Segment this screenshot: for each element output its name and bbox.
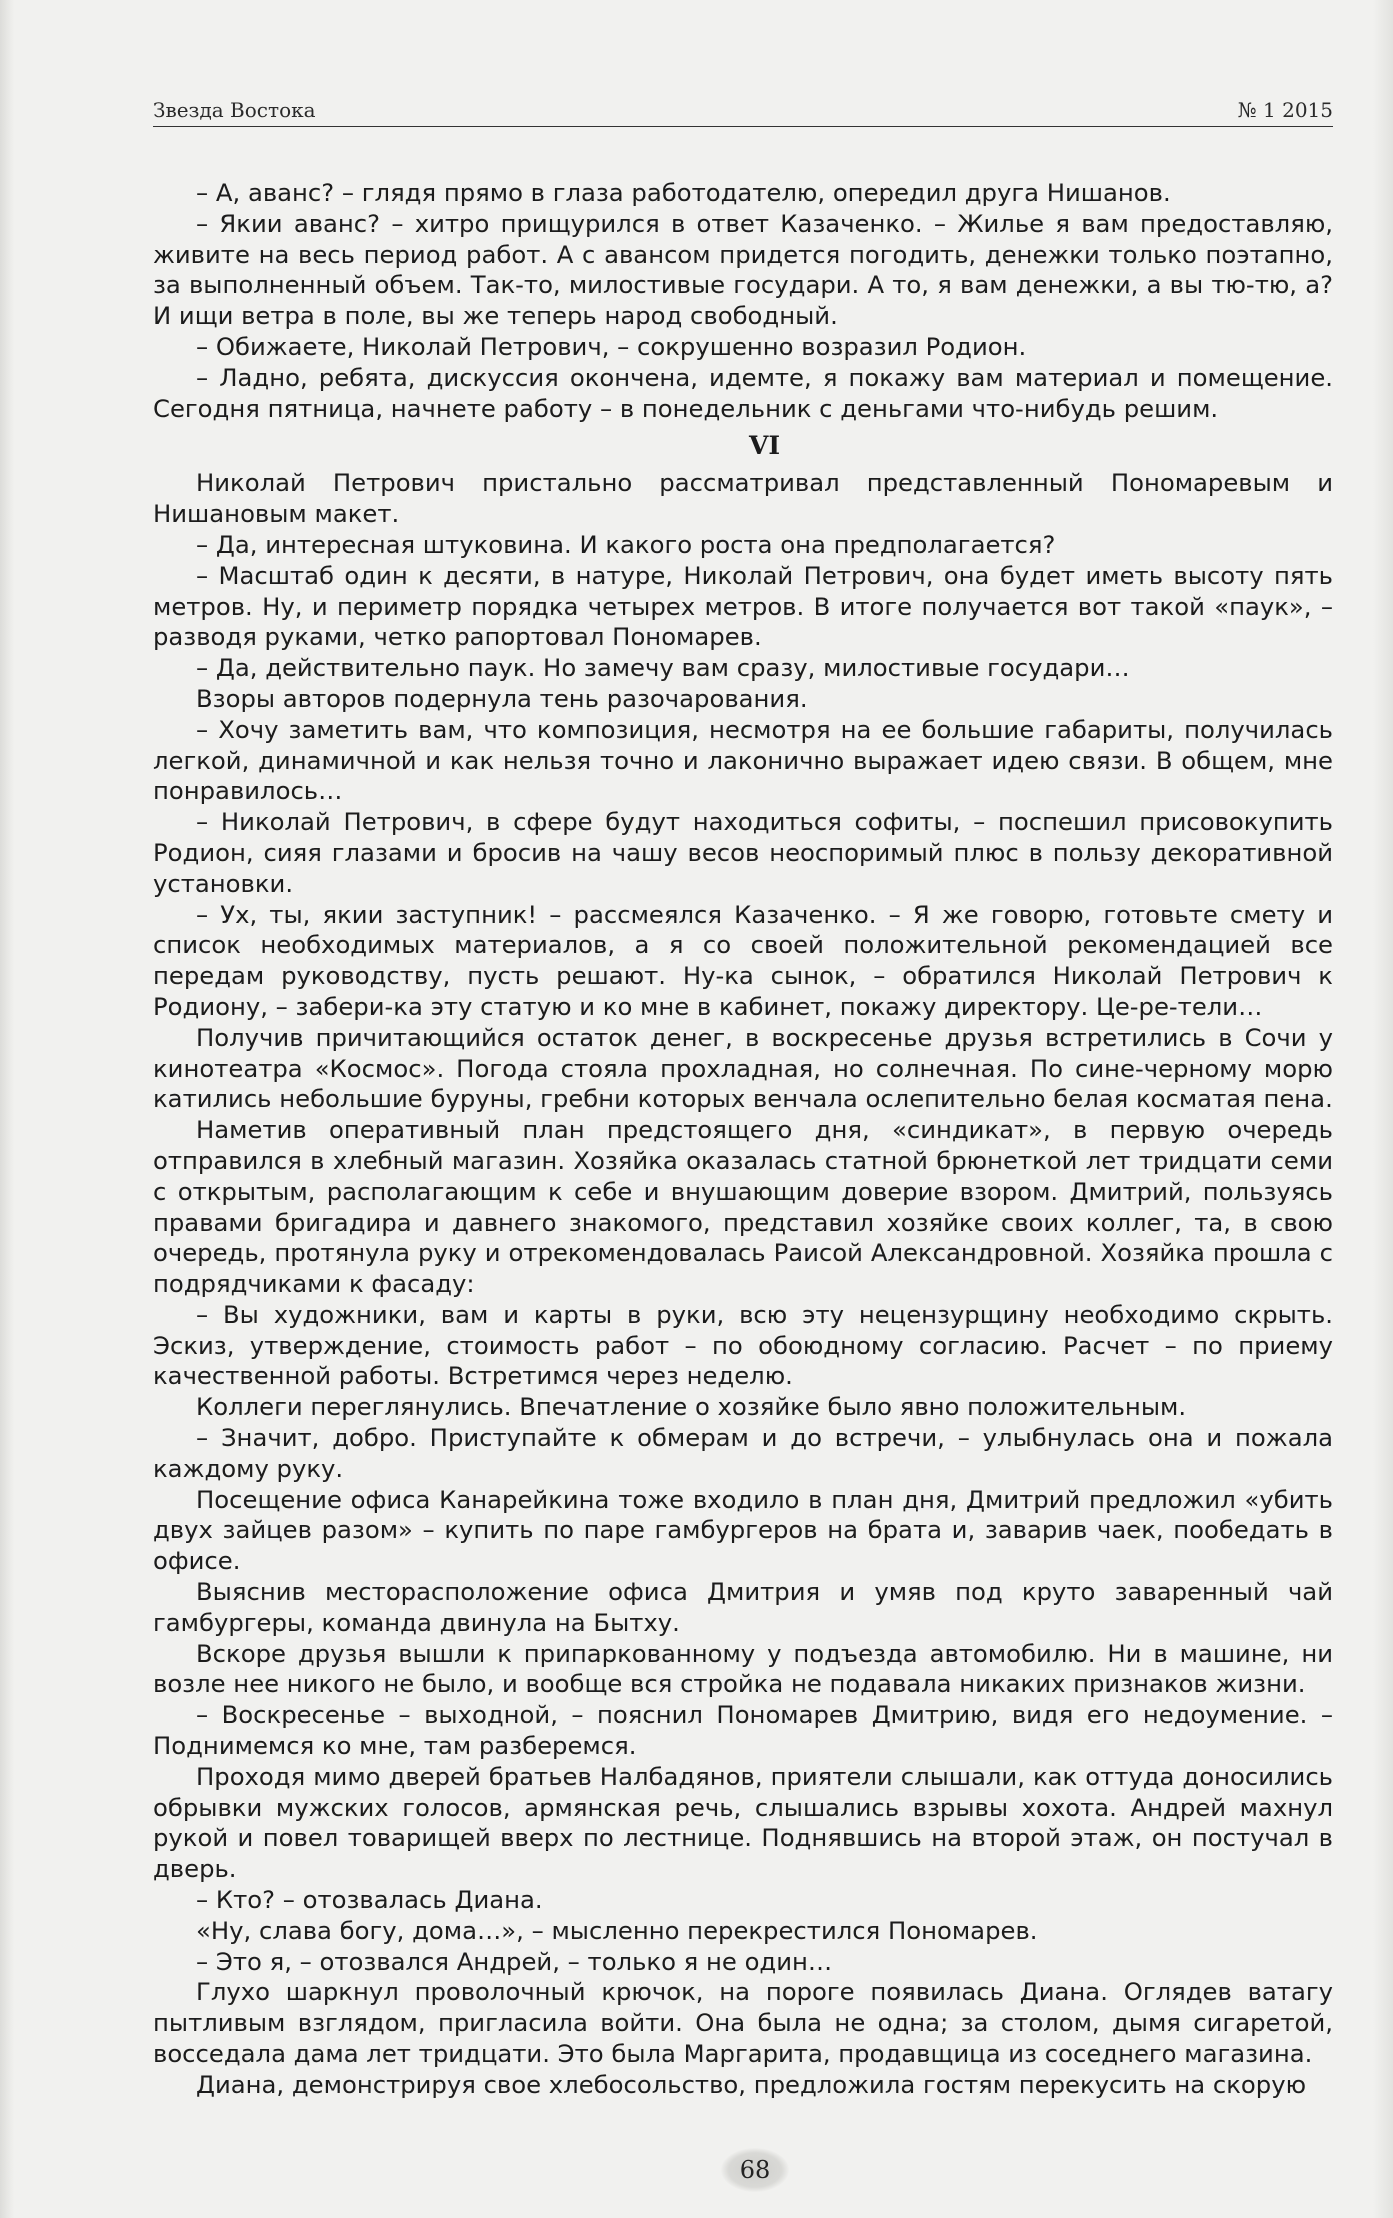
paragraph: – Это я, – отозвался Андрей, – только я не один… (196, 1946, 833, 1976)
paragraph: Наметив оперативный план предстоящего дня, «синдикат», в первую очередь отправился в хлебный магазин. Хозяйка оказалась статной брюнеткой лет тридцати семи с открытым, располагающим к себе и внушающим доверие взором. Дмитрий, пользуясь правами бригадира и давнего знакомого, представил хозяйке своих коллег, та, в свою очередь, протянула руку и отрекомендовалась Раисой Александровной. Хозяйка прошла с подрядчиками к фасаду: (153, 1115, 1333, 1299)
paragraph: – Воскресенье – выходной, – пояснил Пономарев Дмитрию, видя его недоумение. – Поднимемся ко мне, там разберемся. (153, 1700, 1333, 1761)
paragraph: Глухо шаркнул проволочный крючок, на пороге появилась Диана. Оглядев ватагу пытливым взглядом, пригласила войти. Она была не одна; за столом, дымя сигаретой, восседала дама лет тридцати. Это была Маргарита, продавщица из соседнего магазина. (153, 1977, 1333, 2069)
paragraph: – Якии аванс? – хитро прищурился в ответ Казаченко. – Жилье я вам предоставляю, живите на весь период работ. А с авансом придется погодить, денежки только поэтапно, за выполненный объем. Так-то, милостивые государи. А то, я вам денежки, а вы тю-тю, а? И ищи ветра в поле, вы же теперь народ свободный. (153, 208, 1333, 331)
paragraph: Выяснив месторасположение офиса Дмитрия и умяв под круто заваренный чай гамбургеры, команда двинула на Бытху. (153, 1577, 1333, 1637)
text-column (153, 178, 1333, 2101)
paragraph: – Николай Петрович, в сфере будут находиться софиты, – поспешил присовокупить Родион, сияя глазами и бросив на чашу весов неоспоримый плюс в пользу декоративной установки. (153, 807, 1333, 898)
paragraph: – А, аванс? – глядя прямо в глаза работодателю, опередил друга Нишанов. (196, 178, 1171, 207)
paragraph: – Да, действительно паук. Но замечу вам сразу, милостивые государи… (196, 653, 1130, 683)
paragraph: – Хочу заметить вам, что композиция, несмотря на ее большие габариты, получилась легкой, динамичной и как нельзя точно и лаконично выражает идею связи. В общем, мне понравилось… (153, 714, 1333, 806)
paragraph: Вскоре друзья вышли к припаркованному у подъезда автомобилю. Ни в машине, ни возле нее никого не было, и вообще вся стройка не подавала никаких признаков жизни. (153, 1638, 1333, 1699)
paragraph: Проходя мимо дверей братьев Налбадянов, приятели слышали, как оттуда доносились обрывки мужских голосов, армянская речь, слышались взрывы хохота. Андрей махнул рукой и повел товарищей вверх по лестнице. Поднявшись на второй этаж, он постучал в дверь. (153, 1761, 1333, 1884)
paragraph: Взоры авторов подернула тень разочарования. (196, 683, 808, 713)
issue-number: № 1 2015 (1237, 98, 1333, 122)
paragraph: – Масштаб один к десяти, в натуре, Николай Петрович, она будет иметь высоту пять метров. Ну, и периметр порядка четырех метров. В итоге получается вот такой «паук», – разводя руками, четко рапортовал Пономарев. (153, 560, 1333, 652)
paragraph: – Ух, ты, якии заступник! – рассмеялся Казаченко. – Я же говорю, готовьте смету и список необходимых материалов, а я со своей положительной рекомендацией все передам руководству, пусть решают. Ну-ка сынок, – обратился Николай Петрович к Родиону, – забери-ка эту статую и ко мне в кабинет, покажу директору. Це-ре-тели… (153, 899, 1333, 1021)
paragraph: – Да, интересная штуковина. И какого роста она предполагается? (196, 529, 1056, 559)
section-heading: VI (748, 431, 781, 461)
journal-title: Звезда Востока (153, 98, 316, 122)
paragraph: Диана, демонстрируя свое хлебосольство, предложила гостям перекусить на скорую (196, 2069, 1307, 2099)
paragraph: – Кто? – отозвалась Диана. (196, 1885, 543, 1915)
running-header (153, 96, 1333, 127)
paragraph: Николай Петрович пристально рассматривал представленный Пономаревым и Нишановым макет. (153, 468, 1333, 529)
paragraph: Коллеги переглянулись. Впечатление о хозяйке было явно положительным. (196, 1392, 1187, 1422)
page-number: 68 (721, 2148, 789, 2192)
paragraph: «Ну, слава богу, дома…», – мысленно перекрестился Пономарев. (196, 1915, 1038, 1945)
paragraph: – Значит, добро. Приступайте к обмерам и до встречи, – улыбнулась она и пожала каждому руку. (153, 1423, 1333, 1483)
paragraph: – Обижаете, Николай Петрович, – сокрушенно возразил Родион. (196, 331, 1027, 361)
paragraph: – Вы художники, вам и карты в руки, всю эту нецензурщину необходимо скрыть. Эскиз, утверждение, стоимость работ – по обоюдному согласию. Расчет – по приему качественной работы. Встретимся через неделю. (153, 1299, 1333, 1391)
paragraph: – Ладно, ребята, дискуссия окончена, идемте, я покажу вам материал и помещение. Сегодня пятница, начнете работу – в понедельник с деньгами что-нибудь решим. (153, 362, 1333, 423)
paragraph: Получив причитающийся остаток денег, в воскресенье друзья встретились в Сочи у кинотеатра «Космос». Погода стояла прохладная, но солнечная. По сине-черному морю катились небольшие буруны, гребни которых венчала ослепительно белая косматая пена. (153, 1022, 1333, 1114)
paragraph: Посещение офиса Канарейкина тоже входило в план дня, Дмитрий предложил «убить двух зайцев разом» – купить по паре гамбургеров на брата и, заварив чаек, пообедать в офисе. (153, 1484, 1333, 1576)
